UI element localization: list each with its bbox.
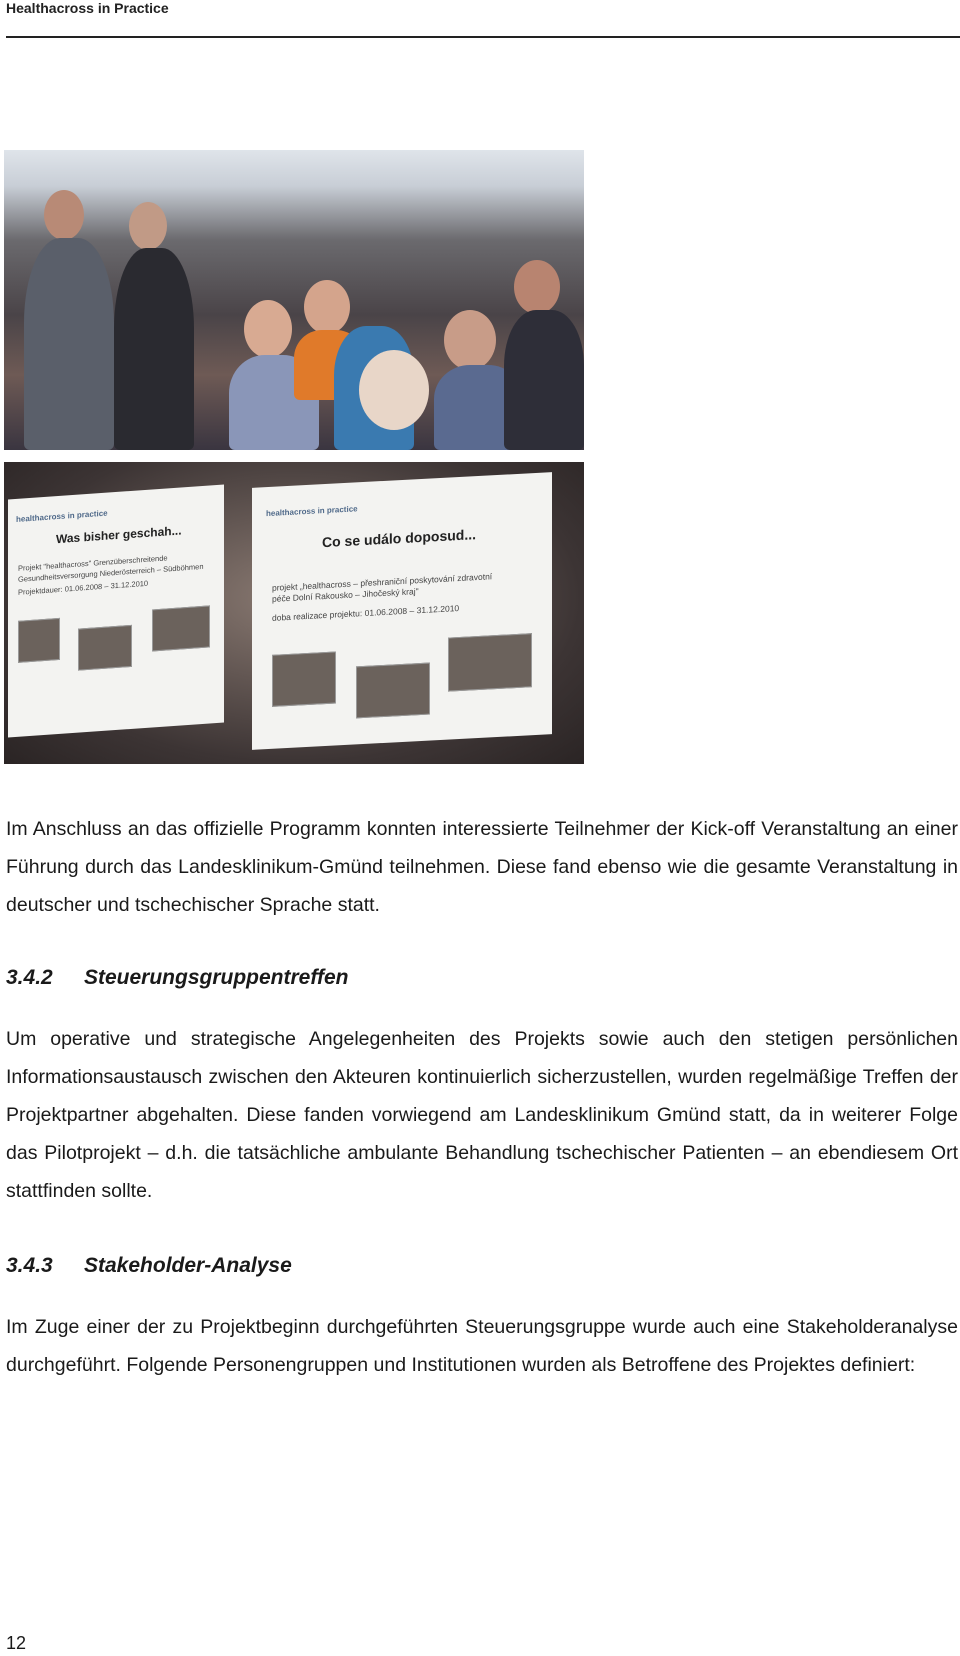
section-title: Steuerungsgruppentreffen xyxy=(84,966,349,989)
header-title: Healthacross in Practice xyxy=(6,0,169,16)
photo-figure xyxy=(504,310,584,450)
photo-figure xyxy=(244,300,292,358)
photo-figure xyxy=(514,260,560,314)
slide-line: doba realizace projektu: 01.06.2008 – 31.12.2010 xyxy=(272,603,460,623)
paragraph-steering-group: Um operative und strategische Angelegenheiten des Projekts sowie auch den stetigen persönlichen Informationsaustausch zwischen den Akteuren kontinuierlich sicherzustellen, wurden regelmäßige Treffen der Projektpartner abgehalten. Diese fanden vorwiegend am Landesklinikum Gmünd statt, da in weiterer Folge das Pilotprojekt – d.h. die tatsächliche ambulante Behandlung tschechischer Patienten – an ebendiesem Ort stattfinden sollte. xyxy=(6,1028,958,1202)
page-header xyxy=(6,0,960,38)
presentation-screen-photo xyxy=(4,462,584,764)
photo-figure xyxy=(359,350,429,430)
paragraph-kickoff: Im Anschluss an das offizielle Programm konnten interessierte Teilnehmer der Kick-off Veranstaltung an einer Führung durch das Landesklinikum-Gmünd teilnehmen. Diese fand ebenso wie die gesamte Veranstaltung in deutscher und tschechischer Sprache statt. xyxy=(6,818,958,916)
slide-thumbnail xyxy=(448,633,532,691)
slide-czech xyxy=(252,472,552,750)
audience-photo xyxy=(4,150,584,450)
photo-figure xyxy=(24,238,114,450)
slide-thumbnail xyxy=(356,663,430,719)
slide-line: Projekt "healthacross" Grenzüberschreitende Gesundheitsversorgung Niederösterreich – Südböhmen xyxy=(18,553,204,584)
section-heading-3-4-3 xyxy=(6,1254,292,1278)
slide-german xyxy=(8,484,224,737)
section-number: 3.4.2 xyxy=(6,966,53,989)
slide-thumbnail xyxy=(152,605,210,651)
slide-title: Co se událo doposud... xyxy=(322,526,476,551)
slide-thumbnail xyxy=(272,651,336,706)
paragraph-stakeholder: Im Zuge einer der zu Projektbeginn durchgeführten Steuerungsgruppe wurde auch eine Stakeholderanalyse durchgeführt. Folgende Personengruppen und Institutionen wurden als Betroffene des Projektes definiert: xyxy=(6,1316,958,1376)
slide-line: Projektdauer: 01.06.2008 – 31.12.2010 xyxy=(18,578,149,597)
section-title: Stakeholder-Analyse xyxy=(84,1254,292,1277)
slide-thumbnail xyxy=(18,618,60,663)
photo-figure xyxy=(114,248,194,450)
slide-brand: healthacross in practice xyxy=(266,504,358,519)
slide-brand: healthacross in practice xyxy=(16,508,108,524)
section-number: 3.4.3 xyxy=(6,1254,53,1277)
section-heading-3-4-2 xyxy=(6,966,348,990)
photo-figure xyxy=(444,310,496,370)
slide-title: Was bisher geschah... xyxy=(56,523,182,547)
photo-figure xyxy=(44,190,84,240)
page-number: 12 xyxy=(6,1633,27,1653)
photo-figure xyxy=(304,280,350,334)
slide-line: projekt „healthacross – přeshraniční poskytování zdravotní péče Dolní Rakousko – Jihočeský kraj" xyxy=(272,571,493,604)
photo-figure xyxy=(129,202,167,250)
slide-thumbnail xyxy=(78,625,132,671)
